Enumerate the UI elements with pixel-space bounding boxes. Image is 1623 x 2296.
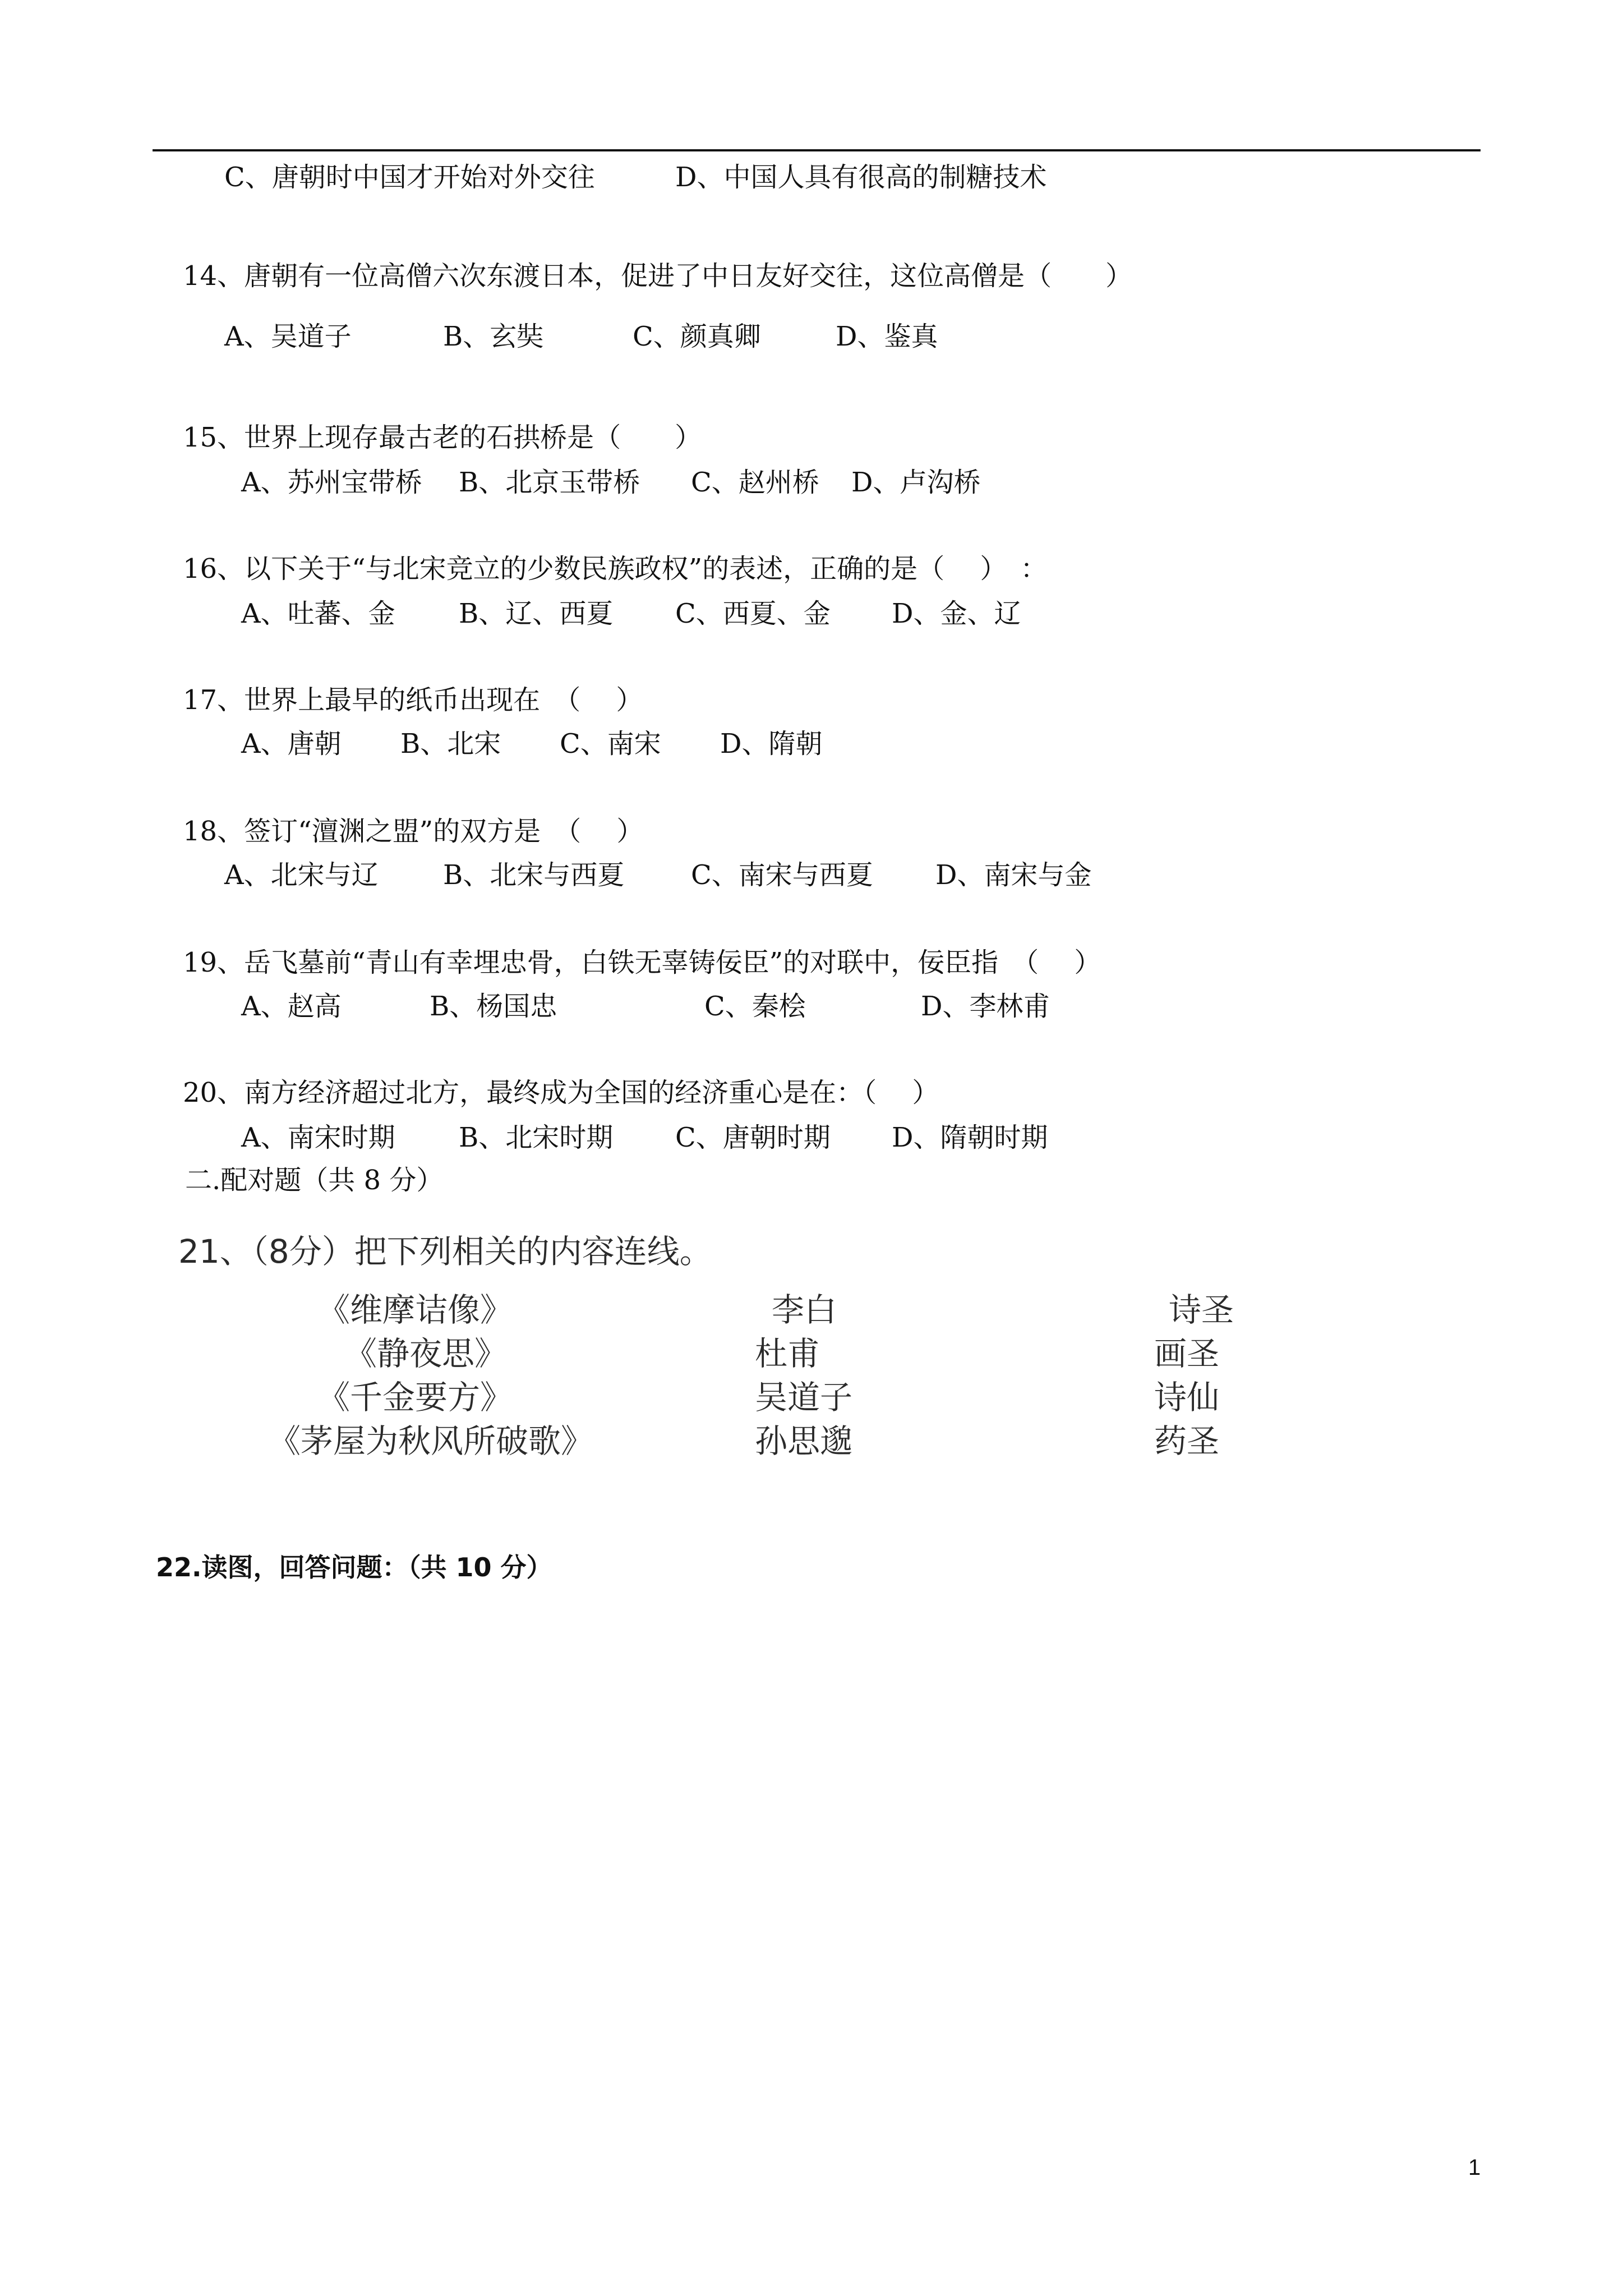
q17-option-c: C、南宋 bbox=[560, 728, 661, 760]
q16-option-c: C、西夏、金 bbox=[675, 598, 831, 629]
header-rule bbox=[153, 149, 1481, 151]
q20-option-c: C、唐朝时期 bbox=[675, 1122, 831, 1153]
q18-option-d: D、南宋与金 bbox=[935, 859, 1092, 891]
q21-person-3: 吴道子 bbox=[755, 1378, 853, 1416]
q20-option-d: D、隋朝时期 bbox=[892, 1122, 1048, 1153]
q21-work-3: 《千金要方》 bbox=[317, 1378, 513, 1416]
q14-option-a: A、吴道子 bbox=[224, 321, 352, 352]
q21-title-4: 药圣 bbox=[1154, 1422, 1220, 1460]
q18-option-b: B、北宋与西夏 bbox=[443, 859, 625, 891]
q14-option-d: D、鉴真 bbox=[836, 321, 938, 352]
q18-option-a: A、北宋与辽 bbox=[224, 859, 379, 891]
q22-stem: 22.读图，回答问题：（共 10 分） bbox=[156, 1552, 552, 1582]
q15-stem: 15、世界上现存最古老的石拱桥是（ ） bbox=[183, 422, 702, 453]
q13-option-c: C、唐朝时中国才开始对外交往 bbox=[224, 162, 595, 193]
q16-option-b: B、辽、西夏 bbox=[459, 598, 614, 629]
q18-option-c: C、南宋与西夏 bbox=[691, 859, 873, 891]
q19-option-b: B、杨国忠 bbox=[430, 991, 557, 1022]
q15-option-c: C、赵州桥 bbox=[691, 467, 819, 498]
q18-stem: 18、签订“澶渊之盟”的双方是 （ ） bbox=[183, 816, 644, 847]
q17-option-a: A、唐朝 bbox=[241, 728, 342, 760]
page-number: 1 bbox=[1468, 2155, 1481, 2180]
q17-stem: 17、世界上最早的纸币出现在 （ ） bbox=[183, 684, 643, 716]
q17-option-d: D、隋朝 bbox=[720, 728, 823, 760]
q21-work-4: 《茅屋为秋风所破歌》 bbox=[268, 1422, 594, 1460]
q19-option-c: C、秦桧 bbox=[704, 991, 806, 1022]
q15-option-d: D、卢沟桥 bbox=[851, 467, 981, 498]
q21-title-1: 诗圣 bbox=[1169, 1291, 1234, 1329]
q14-option-b: B、玄奘 bbox=[443, 321, 544, 352]
q15-option-a: A、苏州宝带桥 bbox=[241, 467, 422, 498]
q20-option-b: B、北宋时期 bbox=[459, 1122, 614, 1153]
q21-work-1: 《维摩诘像》 bbox=[317, 1291, 513, 1329]
q16-stem: 16、以下关于“与北宋竞立的少数民族政权”的表述，正确的是（ ） ： bbox=[183, 553, 1048, 585]
q21-stem: 21、（8分）把下列相关的内容连线。 bbox=[178, 1232, 712, 1271]
q19-option-d: D、李林甫 bbox=[921, 991, 1050, 1022]
q19-option-a: A、赵高 bbox=[241, 991, 342, 1022]
q21-person-2: 杜甫 bbox=[755, 1335, 820, 1373]
q13-option-d: D、中国人具有很高的制糖技术 bbox=[675, 162, 1047, 193]
q20-option-a: A、南宋时期 bbox=[241, 1122, 395, 1153]
q20-stem: 20、南方经济超过北方，最终成为全国的经济重心是在：（ ） bbox=[183, 1077, 939, 1108]
q21-work-2: 《静夜思》 bbox=[344, 1335, 508, 1373]
q14-stem: 14、唐朝有一位高僧六次东渡日本，促进了中日友好交往，这位高僧是（ ） bbox=[183, 260, 1133, 292]
q17-option-b: B、北宋 bbox=[400, 728, 501, 760]
q15-option-b: B、北京玉带桥 bbox=[459, 467, 640, 498]
q21-person-4: 孙思邈 bbox=[755, 1422, 853, 1460]
q21-person-1: 李白 bbox=[772, 1291, 837, 1329]
q21-title-2: 画圣 bbox=[1154, 1335, 1220, 1373]
q16-option-d: D、金、辽 bbox=[892, 598, 1021, 629]
q16-option-a: A、吐蕃、金 bbox=[241, 598, 395, 629]
q19-stem: 19、岳飞墓前“青山有幸埋忠骨，白铁无辜铸佞臣”的对联中，佞臣指 （ ） bbox=[183, 947, 1101, 978]
q14-option-c: C、颜真卿 bbox=[633, 321, 761, 352]
q21-title-3: 诗仙 bbox=[1154, 1378, 1220, 1416]
section-2-heading: 二.配对题（共 8 分） bbox=[185, 1165, 444, 1196]
